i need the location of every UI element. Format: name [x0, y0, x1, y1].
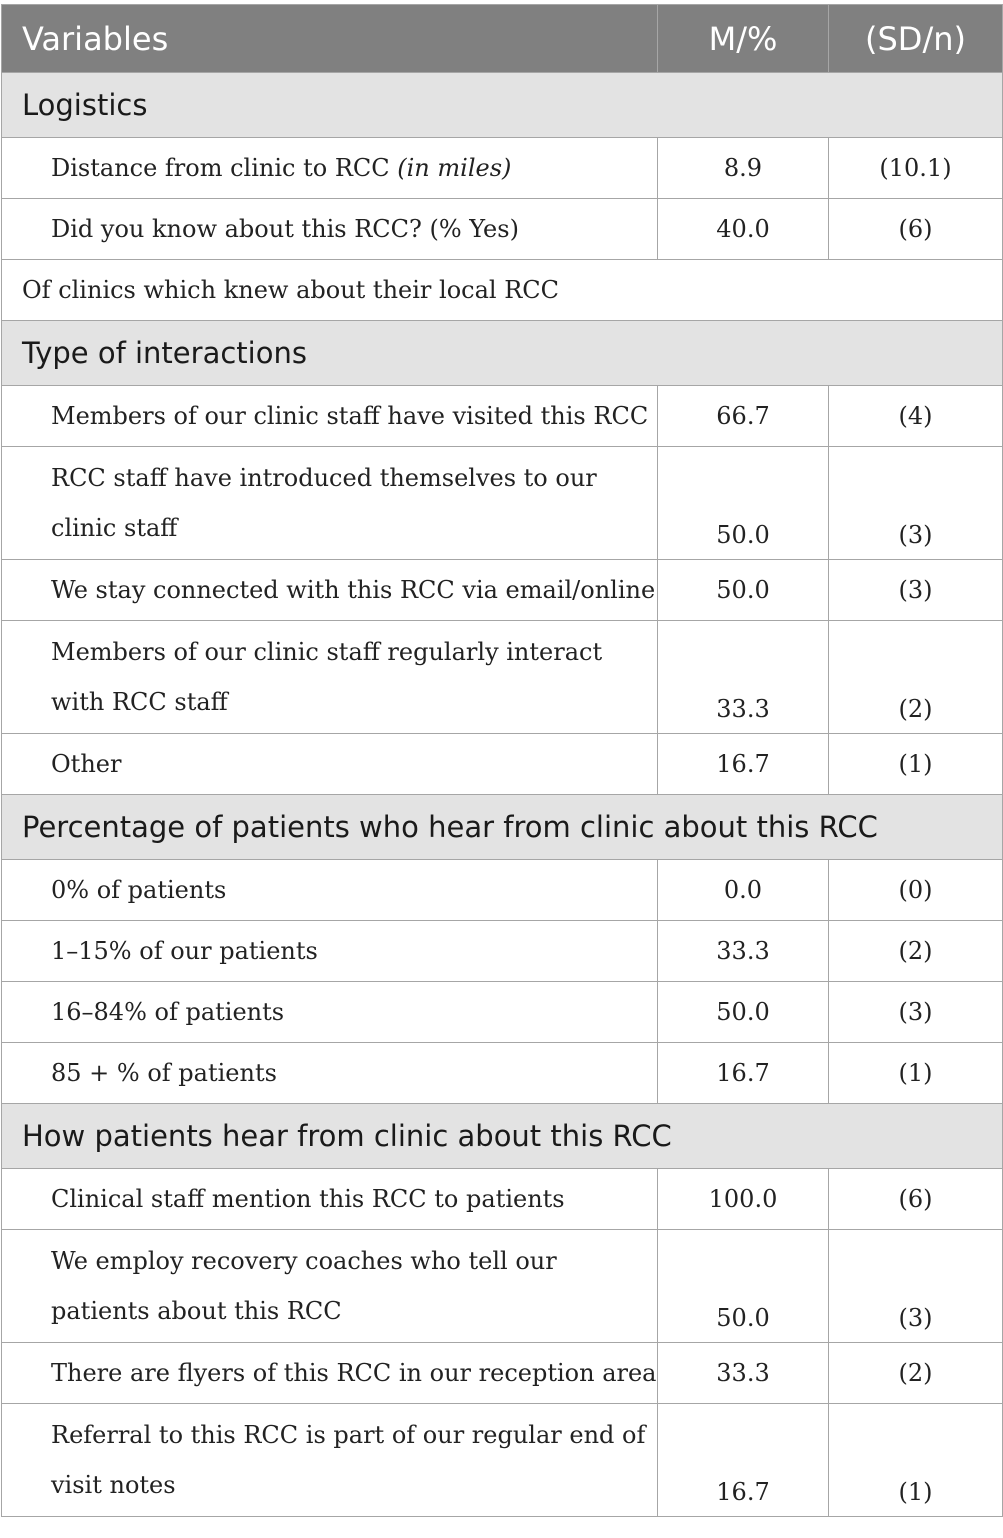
results-table — [1, 4, 1003, 1517]
row-sd: (0) — [829, 860, 1003, 921]
header-variables: Variables — [2, 5, 658, 73]
row-sd: (3) — [829, 560, 1003, 621]
row-label: 16–84% of patients — [2, 982, 658, 1043]
row-sd: (2) — [829, 1343, 1003, 1404]
table-row — [2, 621, 1003, 734]
row-label: There are flyers of this RCC in our reception area — [2, 1343, 658, 1404]
row-mean: 100.0 — [658, 1169, 829, 1230]
row-mean: 50.0 — [658, 560, 829, 621]
row-mean: 50.0 — [658, 982, 829, 1043]
row-mean: 50.0 — [658, 1230, 829, 1343]
row-label: Members of our clinic staff regularly interact with RCC staff — [2, 621, 658, 734]
section-title-logistics: Logistics — [2, 73, 1003, 138]
table-row — [2, 921, 1003, 982]
subgroup-note-row — [2, 260, 1003, 321]
row-mean: 8.9 — [658, 138, 829, 199]
row-label-unit: (in miles) — [397, 154, 512, 182]
table-row — [2, 982, 1003, 1043]
row-sd: (3) — [829, 1230, 1003, 1343]
row-sd: (3) — [829, 982, 1003, 1043]
row-label: RCC staff have introduced themselves to our clinic staff — [2, 447, 658, 560]
table-header-row — [2, 5, 1003, 73]
header-sd-n: (SD/n) — [829, 5, 1003, 73]
row-mean: 40.0 — [658, 199, 829, 260]
row-mean: 0.0 — [658, 860, 829, 921]
row-label: We employ recovery coaches who tell our patients about this RCC — [2, 1230, 658, 1343]
subgroup-note: Of clinics which knew about their local RCC — [2, 260, 1003, 321]
row-sd: (1) — [829, 1043, 1003, 1104]
row-label — [2, 138, 658, 199]
section-header-row — [2, 73, 1003, 138]
section-header-row — [2, 795, 1003, 860]
table-row — [2, 138, 1003, 199]
section-header-row — [2, 1104, 1003, 1169]
table-row — [2, 734, 1003, 795]
row-label: 0% of patients — [2, 860, 658, 921]
table-row — [2, 1404, 1003, 1517]
row-mean: 16.7 — [658, 734, 829, 795]
row-label: Referral to this RCC is part of our regular end of visit notes — [2, 1404, 658, 1517]
row-label: 1–15% of our patients — [2, 921, 658, 982]
row-label: 85 + % of patients — [2, 1043, 658, 1104]
table-row — [2, 1043, 1003, 1104]
row-label-text: Distance from clinic to RCC — [51, 154, 398, 182]
table-row — [2, 386, 1003, 447]
row-mean: 33.3 — [658, 621, 829, 734]
row-mean: 50.0 — [658, 447, 829, 560]
row-mean: 33.3 — [658, 1343, 829, 1404]
row-mean: 16.7 — [658, 1404, 829, 1517]
section-title-percentage-patients: Percentage of patients who hear from clinic about this RCC — [2, 795, 1003, 860]
row-sd: (4) — [829, 386, 1003, 447]
row-label: Clinical staff mention this RCC to patients — [2, 1169, 658, 1230]
row-sd: (2) — [829, 921, 1003, 982]
row-sd: (6) — [829, 1169, 1003, 1230]
header-mean-percent: M/% — [658, 5, 829, 73]
row-sd: (2) — [829, 621, 1003, 734]
table-row — [2, 1169, 1003, 1230]
table-row — [2, 447, 1003, 560]
row-mean: 16.7 — [658, 1043, 829, 1104]
row-mean: 66.7 — [658, 386, 829, 447]
row-sd: (10.1) — [829, 138, 1003, 199]
row-sd: (1) — [829, 734, 1003, 795]
section-title-interactions: Type of interactions — [2, 321, 1003, 386]
row-label: Other — [2, 734, 658, 795]
section-header-row — [2, 321, 1003, 386]
row-sd: (6) — [829, 199, 1003, 260]
row-mean: 33.3 — [658, 921, 829, 982]
table-row — [2, 560, 1003, 621]
row-sd: (1) — [829, 1404, 1003, 1517]
row-label: Did you know about this RCC? (% Yes) — [2, 199, 658, 260]
row-sd: (3) — [829, 447, 1003, 560]
table-row — [2, 199, 1003, 260]
row-label: Members of our clinic staff have visited this RCC — [2, 386, 658, 447]
table-row — [2, 1230, 1003, 1343]
row-label: We stay connected with this RCC via email/online — [2, 560, 658, 621]
section-title-how-patients-hear: How patients hear from clinic about this RCC — [2, 1104, 1003, 1169]
table-row — [2, 860, 1003, 921]
table-row — [2, 1343, 1003, 1404]
